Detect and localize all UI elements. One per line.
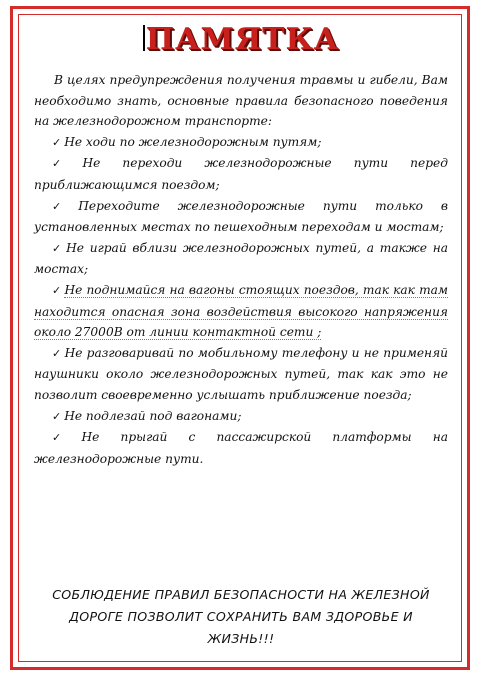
checkmark-icon: ✓ — [52, 346, 62, 360]
page-title — [0, 22, 482, 57]
rule-text: Не прыгай с пассажирской платформы на железнодорожные пути. — [34, 430, 449, 466]
rule-text: Не ходи по железнодорожным путям; — [64, 134, 322, 149]
document-body — [34, 70, 448, 469]
rule-item — [34, 132, 448, 154]
rule-item — [34, 196, 448, 238]
rule-item — [34, 427, 448, 469]
rule-text: Не поднимайся на вагоны стоящих поездов, так как там находится опасная зона воздействия высокого напряжения около 27000В от линии контактной сети ; — [34, 282, 449, 340]
checkmark-icon: ✓ — [52, 409, 62, 423]
intro-paragraph: В целях предупреждения получения травмы и гибели, Вам необходимо знать, основные правила безопасного поведения на железнодорожном транспорте: — [34, 73, 448, 129]
checkmark-icon: ✓ — [52, 157, 80, 171]
rule-item — [34, 153, 448, 195]
checkmark-icon: ✓ — [52, 199, 76, 213]
rule-text: Не играй вблизи железнодорожных путей, а также на мостах; — [34, 240, 448, 277]
title-text: ПАМЯТКА — [145, 22, 340, 57]
rule-text: Не подлезай под вагонами; — [64, 408, 242, 423]
rule-item — [34, 280, 448, 343]
checkmark-icon: ✓ — [52, 431, 79, 445]
text-cursor — [143, 25, 145, 51]
checkmark-icon: ✓ — [52, 283, 62, 297]
rule-item — [34, 406, 448, 428]
rule-text: Не разговаривай по мобильному телефону и не применяй наушники около железнодорожных путей, так как это не позволит своевременно услышать приближение поезда; — [34, 345, 449, 402]
rule-text: Переходите железнодорожные пути только в установленных местах по пешеходным переходам и мостам; — [34, 198, 448, 235]
rule-text: Не переходи железнодорожные пути перед приближающимся поездом; — [34, 156, 448, 192]
checkmark-icon: ✓ — [52, 241, 64, 255]
rule-item — [34, 238, 448, 280]
footer-slogan: СОБЛЮДЕНИЕ ПРАВИЛ БЕЗОПАСНОСТИ НА ЖЕЛЕЗНОЙ ДОРОГЕ ПОЗВОЛИТ СОХРАНИТЬ ВАМ ЗДОРОВЬЕ И ЖИЗНЬ!!! — [52, 587, 430, 646]
rule-item — [34, 343, 448, 406]
checkmark-icon: ✓ — [52, 135, 62, 149]
